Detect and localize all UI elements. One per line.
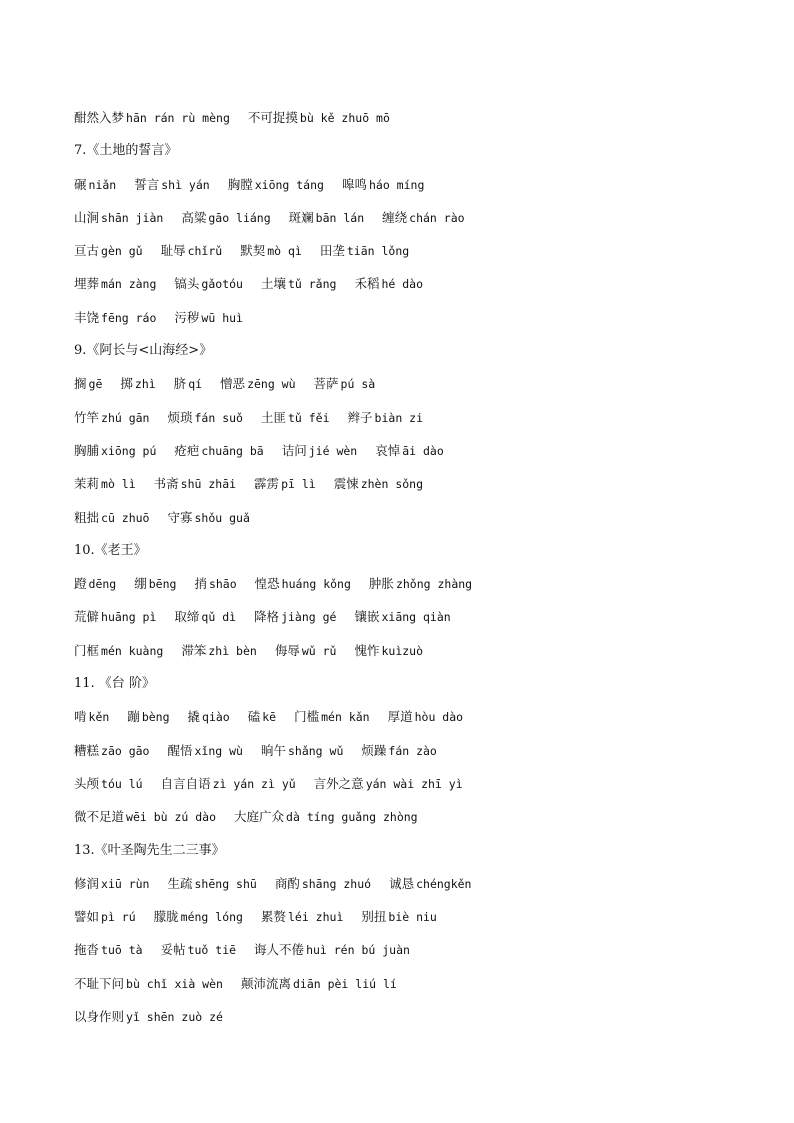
vocab-item	[261, 743, 343, 758]
vocab-pinyin: mén kǎn	[321, 710, 370, 725]
vocab-item	[254, 942, 410, 957]
vocab-pinyin: qiào	[202, 710, 230, 725]
vocab-line	[74, 107, 754, 140]
section-heading: 13.《叶圣陶先生二三事》	[74, 842, 225, 858]
vocab-word: 绷	[134, 576, 147, 592]
vocab-word: 胸脯	[74, 442, 100, 458]
vocab-item	[294, 709, 369, 724]
vocab-item	[289, 210, 364, 225]
vocab-word: 疮疤	[174, 442, 200, 458]
vocab-item	[167, 410, 242, 425]
vocab-item	[369, 576, 472, 591]
vocab-word: 生疏	[167, 875, 193, 891]
vocab-pinyin: bēng	[148, 577, 177, 592]
vocab-item	[174, 609, 236, 624]
vocab-pinyin: bù chǐ xià wèn	[126, 976, 223, 991]
vocab-item	[74, 410, 149, 425]
vocab-item	[74, 476, 136, 491]
vocab-pinyin: chéngkěn	[416, 876, 472, 891]
vocab-pinyin: pú sà	[340, 377, 376, 392]
vocab-item	[74, 1009, 223, 1024]
vocab-item	[181, 210, 270, 225]
vocab-item	[388, 709, 463, 724]
vocab-word: 捎	[194, 576, 207, 592]
vocab-pinyin: zēng wù	[247, 377, 296, 392]
vocab-word: 田垄	[319, 243, 345, 259]
vocab-item	[154, 476, 236, 491]
vocab-item	[74, 210, 163, 225]
vocab-word: 累赘	[260, 909, 286, 925]
vocab-item	[261, 410, 330, 425]
vocab-word: 菩萨	[313, 376, 339, 392]
vocab-line	[74, 174, 754, 207]
vocab-item	[167, 876, 256, 891]
vocab-pinyin: kěn	[88, 710, 110, 725]
vocab-word: 修润	[74, 875, 100, 891]
vocab-word: 耻辱	[160, 243, 186, 259]
section-heading: 10.《老王》	[74, 542, 147, 558]
vocab-pinyin: xiōng táng	[254, 177, 324, 192]
vocab-item	[354, 609, 450, 624]
vocab-word: 诘问	[281, 442, 307, 458]
vocab-item	[282, 443, 357, 458]
vocab-pinyin: zhì	[134, 377, 156, 392]
vocab-item	[240, 243, 302, 258]
vocab-line	[74, 473, 754, 506]
vocab-word: 侮辱	[274, 642, 300, 658]
vocab-line	[74, 1006, 754, 1039]
vocab-word: 不耻下问	[74, 975, 125, 991]
vocab-item	[74, 576, 116, 591]
vocab-word: 诚恳	[389, 875, 415, 891]
vocab-word: 以身作则	[74, 1009, 125, 1025]
vocab-word: 言外之意	[313, 775, 364, 791]
vocab-word: 取缔	[174, 609, 200, 625]
vocabulary-list	[74, 107, 754, 1039]
vocab-pinyin: tǔ fěi	[287, 410, 330, 425]
vocab-line	[74, 640, 754, 673]
vocab-word: 蹬	[74, 576, 87, 592]
vocab-pinyin: tiān lǒng	[346, 244, 410, 259]
section-heading: 9.《阿长与<山海经>》	[74, 343, 213, 359]
vocab-pinyin: āi dào	[402, 443, 444, 458]
document-page	[74, 107, 754, 1039]
vocab-word: 不可捉摸	[247, 110, 298, 125]
vocab-word: 拖沓	[74, 942, 100, 958]
vocab-word: 厚道	[387, 709, 413, 725]
vocab-line	[74, 906, 754, 939]
vocab-line	[74, 507, 754, 540]
vocab-pinyin: xǐng wù	[194, 743, 243, 758]
vocab-line	[74, 973, 754, 1006]
vocab-pinyin: niǎn	[88, 177, 117, 192]
vocab-pinyin: shāng zhuó	[301, 876, 372, 891]
vocab-word: 荒僻	[74, 609, 100, 625]
vocab-item	[134, 576, 176, 591]
vocab-item	[74, 243, 143, 258]
vocab-item	[74, 942, 143, 957]
vocab-item	[314, 376, 376, 391]
vocab-item	[234, 809, 418, 824]
vocab-pinyin: xiōng pú	[101, 443, 157, 458]
vocab-item	[74, 310, 156, 325]
vocab-word: 朦胧	[153, 909, 179, 925]
vocab-item	[74, 376, 102, 391]
vocab-word: 高粱	[181, 209, 207, 225]
vocab-item	[220, 376, 295, 391]
vocab-pinyin: cū zhuō	[101, 510, 150, 525]
vocab-item	[255, 576, 351, 591]
vocab-item	[74, 510, 149, 525]
vocab-word: 丰饶	[74, 309, 100, 325]
vocab-pinyin: chǐrǔ	[187, 244, 223, 259]
vocab-word: 憎恶	[220, 376, 246, 392]
vocab-pinyin: shì yán	[161, 177, 210, 192]
vocab-word: 门框	[74, 642, 100, 658]
vocab-word: 斑斓	[288, 209, 314, 225]
vocab-word: 降格	[254, 609, 280, 625]
vocab-word: 别扭	[361, 909, 387, 925]
vocab-word: 酣然入梦	[74, 110, 125, 125]
vocab-word: 愧怍	[354, 642, 380, 658]
vocab-line	[74, 606, 754, 639]
vocab-word: 默契	[240, 243, 266, 259]
vocab-word: 自言自语	[160, 775, 211, 791]
vocab-pinyin: gē	[88, 377, 103, 392]
vocab-pinyin: pī lì	[281, 477, 316, 492]
vocab-word: 粗拙	[74, 509, 100, 525]
vocab-item	[348, 410, 423, 425]
vocab-item	[254, 609, 336, 624]
vocab-item	[74, 110, 230, 125]
vocab-pinyin: bù kě zhuō mō	[299, 111, 390, 125]
vocab-pinyin: fán suǒ	[194, 410, 243, 425]
vocab-item	[248, 709, 276, 724]
vocab-pinyin: bān lán	[315, 210, 365, 225]
vocab-item	[181, 643, 256, 658]
vocab-word: 譬如	[74, 909, 100, 925]
vocab-pinyin: xiū rùn	[101, 876, 150, 891]
vocab-line	[74, 207, 754, 240]
vocab-pinyin: shū zhāi	[180, 477, 237, 492]
vocab-pinyin: diān pèi liú lí	[292, 976, 397, 991]
vocab-item	[154, 909, 243, 924]
vocab-pinyin: shāo	[208, 577, 237, 592]
vocab-pinyin: tuō tà	[101, 943, 143, 958]
vocab-word: 碾	[74, 176, 87, 192]
vocab-item	[74, 609, 156, 624]
vocab-pinyin: wǔ rǔ	[301, 643, 337, 658]
vocab-line	[74, 939, 754, 972]
vocab-item	[361, 743, 436, 758]
vocab-pinyin: tuǒ tiē	[187, 943, 237, 958]
vocab-word: 微不足道	[74, 809, 125, 825]
vocab-word: 撬	[187, 709, 201, 725]
vocab-word: 醒悟	[167, 742, 193, 758]
vocab-pinyin: mò qì	[267, 244, 302, 259]
vocab-line	[74, 440, 754, 473]
vocab-word: 诲人不倦	[254, 942, 305, 958]
section-heading: 11. 《台 阶》	[74, 676, 155, 692]
vocab-pinyin: chuāng bā	[201, 443, 264, 458]
vocab-pinyin: fēng ráo	[101, 310, 157, 325]
vocab-pinyin: mén kuàng	[101, 643, 164, 658]
vocab-word: 镶嵌	[354, 609, 380, 625]
vocab-pinyin: yán wài zhī yì	[365, 776, 463, 791]
vocab-pinyin: jiàng gé	[281, 610, 337, 625]
vocab-word: 镐头	[174, 276, 200, 292]
vocab-pinyin: wēi bù zú dào	[126, 810, 217, 825]
vocab-pinyin: bèng	[141, 710, 170, 725]
vocab-word: 埋葬	[74, 276, 100, 292]
vocab-pinyin: hé dào	[381, 277, 424, 292]
vocab-item	[74, 876, 149, 891]
vocab-item	[248, 110, 390, 125]
vocab-word: 门槛	[294, 709, 320, 725]
vocab-item	[74, 743, 149, 758]
vocab-word: 妥帖	[160, 942, 186, 958]
vocab-pinyin: qǔ dì	[201, 610, 237, 625]
vocab-item	[342, 177, 424, 192]
vocab-item	[167, 743, 242, 758]
vocab-pinyin: dà tíng guǎng zhòng	[286, 810, 418, 825]
vocab-word: 缠绕	[382, 209, 408, 225]
vocab-word: 颠沛流离	[240, 975, 291, 991]
vocab-pinyin: léi zhuì	[287, 910, 344, 925]
vocab-item	[314, 776, 463, 791]
vocab-word: 哀悼	[375, 442, 401, 458]
vocab-pinyin: tóu lú	[101, 776, 143, 791]
vocab-pinyin: zì yán zì yǔ	[212, 776, 296, 791]
vocab-line	[74, 706, 754, 739]
vocab-pinyin: chán rào	[409, 210, 465, 225]
vocab-word: 磕	[247, 709, 261, 725]
vocab-item	[161, 942, 236, 957]
vocab-item	[74, 276, 156, 291]
vocab-pinyin: zhú gān	[101, 410, 150, 425]
vocab-word: 嗥鸣	[341, 176, 367, 192]
vocab-line	[74, 573, 754, 606]
vocab-word: 肿胀	[368, 576, 394, 592]
vocab-line	[74, 873, 754, 906]
vocab-word: 晌午	[260, 742, 286, 758]
vocab-item	[161, 243, 223, 258]
vocab-item	[241, 976, 397, 991]
vocab-item	[74, 643, 163, 658]
vocab-pinyin: xiāng qiàn	[381, 610, 451, 625]
vocab-line	[74, 740, 754, 773]
vocab-word: 书斋	[153, 476, 179, 492]
vocab-pinyin: jié wèn	[308, 443, 358, 458]
vocab-word: 胸膛	[227, 176, 253, 192]
vocab-item	[361, 909, 436, 924]
vocab-pinyin: shǎng wǔ	[287, 743, 344, 758]
vocab-item	[254, 476, 316, 491]
vocab-word: 震悚	[333, 476, 359, 492]
vocab-pinyin: huáng kǒng	[281, 577, 351, 592]
vocab-pinyin: tǔ rǎng	[287, 277, 337, 292]
vocab-item	[389, 876, 471, 891]
vocab-item	[134, 177, 209, 192]
vocab-pinyin: yǐ shēn zuò zé	[126, 1010, 223, 1025]
vocab-word: 惶恐	[254, 576, 280, 592]
vocab-item	[261, 276, 336, 291]
vocab-pinyin: mò lì	[101, 477, 136, 492]
vocab-word: 土壤	[260, 276, 286, 292]
vocab-line	[74, 307, 754, 340]
vocab-word: 蹦	[127, 709, 140, 725]
vocab-pinyin: shǒu guǎ	[194, 510, 250, 525]
vocab-word: 茉莉	[74, 476, 100, 492]
vocab-pinyin: háo míng	[368, 177, 425, 192]
vocab-word: 烦琐	[167, 409, 193, 425]
vocab-word: 掷	[120, 376, 133, 392]
vocab-item	[354, 643, 423, 658]
vocab-pinyin: kē	[262, 710, 277, 725]
vocab-item	[161, 776, 296, 791]
vocab-pinyin: hān rán rù mèng	[126, 111, 230, 125]
vocab-word: 辫子	[347, 409, 373, 425]
vocab-word: 霹雳	[254, 476, 280, 492]
vocab-item	[275, 643, 337, 658]
vocab-pinyin: zhǒng zhàng	[395, 577, 473, 592]
vocab-line	[74, 373, 754, 406]
vocab-item	[194, 576, 236, 591]
vocab-pinyin: biàn zi	[374, 410, 424, 425]
vocab-word: 糟糕	[74, 742, 100, 758]
vocab-item	[261, 909, 343, 924]
vocab-pinyin: dēng	[88, 577, 117, 592]
vocab-pinyin: zāo gāo	[101, 743, 150, 758]
vocab-pinyin: huì rén bú juàn	[306, 943, 410, 958]
vocab-word: 禾稻	[354, 276, 380, 292]
vocab-item	[174, 310, 243, 325]
vocab-line	[74, 806, 754, 839]
vocab-pinyin: gèn gǔ	[101, 244, 143, 259]
vocab-item	[74, 809, 216, 824]
vocab-item	[174, 376, 202, 391]
vocab-pinyin: shān jiàn	[101, 210, 164, 225]
vocab-item	[275, 876, 371, 891]
vocab-word: 污秽	[174, 309, 200, 325]
vocab-word: 啃	[74, 709, 87, 725]
vocab-item	[334, 476, 423, 491]
vocab-word: 土匪	[260, 409, 286, 425]
vocab-pinyin: qí	[188, 377, 203, 392]
vocab-item	[74, 909, 136, 924]
vocab-word: 商酌	[274, 875, 300, 891]
vocab-line	[74, 773, 754, 806]
vocab-item	[74, 976, 223, 991]
vocab-item	[127, 709, 169, 724]
vocab-word: 烦躁	[361, 742, 387, 758]
vocab-item	[382, 210, 464, 225]
vocab-pinyin: hòu dào	[414, 710, 464, 725]
vocab-line	[74, 240, 754, 273]
vocab-item	[188, 709, 230, 724]
vocab-item	[375, 443, 444, 458]
vocab-word: 大庭广众	[234, 809, 285, 825]
vocab-item	[174, 443, 263, 458]
vocab-line	[74, 407, 754, 440]
vocab-pinyin: gāo liáng	[208, 210, 271, 225]
vocab-word: 脐	[173, 376, 187, 392]
vocab-item	[228, 177, 324, 192]
vocab-word: 竹竿	[74, 409, 100, 425]
vocab-pinyin: pì rú	[101, 910, 136, 925]
vocab-item	[74, 776, 143, 791]
vocab-item	[320, 243, 409, 258]
vocab-item	[120, 376, 155, 391]
vocab-pinyin: huāng pì	[101, 610, 157, 625]
vocab-item	[74, 709, 109, 724]
vocab-word: 守寡	[167, 509, 193, 525]
vocab-pinyin: mán zàng	[101, 277, 157, 292]
vocab-pinyin: kuìzuò	[381, 643, 424, 658]
vocab-pinyin: fán zào	[388, 743, 437, 758]
vocab-word: 亘古	[74, 243, 100, 259]
vocab-pinyin: méng lóng	[180, 910, 243, 925]
vocab-item	[74, 177, 116, 192]
vocab-word: 誓言	[134, 176, 160, 192]
section-heading: 7.《土地的誓言》	[74, 143, 178, 159]
vocab-word: 滞笨	[181, 642, 207, 658]
vocab-item	[167, 510, 249, 525]
vocab-pinyin: biè niu	[388, 910, 437, 925]
vocab-word: 头颅	[74, 775, 100, 791]
vocab-pinyin: wū huì	[201, 310, 243, 325]
vocab-pinyin: gǎotóu	[201, 277, 243, 292]
vocab-word: 山涧	[74, 209, 100, 225]
vocab-item	[74, 443, 156, 458]
vocab-pinyin: zhì bèn	[208, 643, 257, 658]
vocab-item	[354, 276, 423, 291]
vocab-word: 搁	[74, 376, 87, 392]
vocab-item	[174, 276, 243, 291]
vocab-line	[74, 273, 754, 306]
vocab-pinyin: zhèn sǒng	[360, 477, 424, 492]
vocab-pinyin: shēng shū	[194, 876, 257, 891]
